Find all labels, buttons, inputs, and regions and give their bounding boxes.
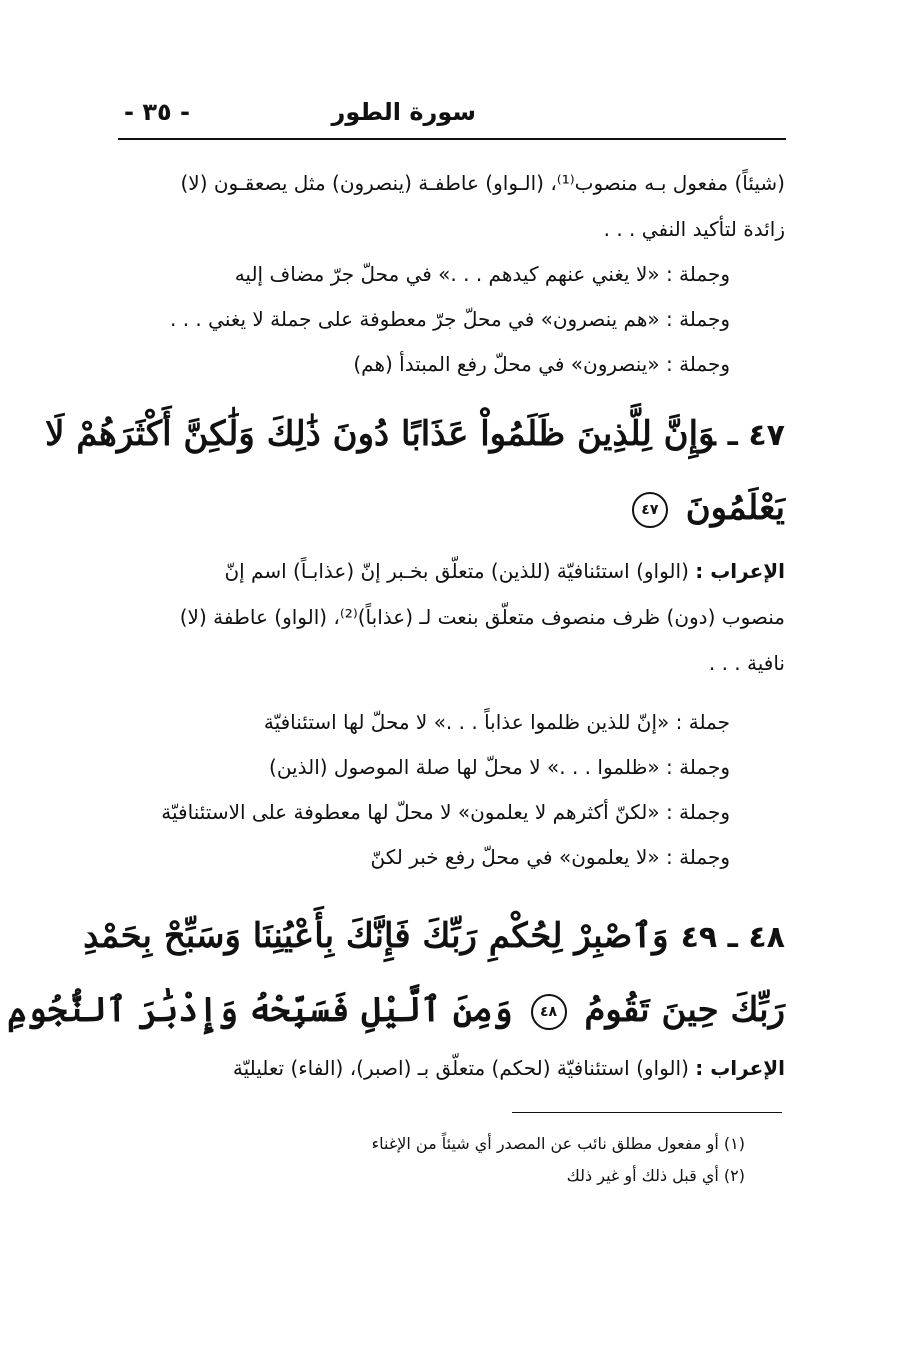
paragraph-irab-48 bbox=[130, 1045, 785, 1091]
paragraph-line: (شيئاً) مفعول بـه منصوب⁽¹⁾، (الـواو) عاطفـة (ينصرون) مثل يصعقـون (لا) bbox=[180, 171, 785, 195]
paragraph-text: (الواو) استئنافيّة (للذين) متعلّق بخـبر إنّ (عذابـاً) اسم إنّ bbox=[224, 559, 689, 583]
footnotes bbox=[165, 1128, 745, 1192]
verse-text: وَمِنَ ٱلَّيْلِ فَسَبِّحْهُ وَإِدْبَٰرَ ٱلنُّجُومِ bbox=[7, 990, 513, 1030]
sentence-list-2 bbox=[130, 700, 730, 880]
paragraph-line: زائدة لتأكيد النفي . . . bbox=[603, 217, 785, 241]
verse-47 bbox=[45, 398, 785, 544]
surah-title: سورة الطور bbox=[331, 98, 476, 126]
verse-text: وَٱصْبِرْ لِحُكْمِ رَبِّكَ فَإِنَّكَ بِأَعْيُنِنَا وَسَبِّحْ بِحَمْدِ bbox=[83, 916, 669, 956]
paragraph-irab-continued bbox=[130, 160, 785, 252]
verse-line bbox=[7, 974, 785, 1046]
paragraph-line bbox=[130, 548, 785, 594]
verse-number: ٤٨ ـ ٤٩ bbox=[680, 920, 785, 955]
verse-line bbox=[130, 472, 785, 544]
sentence-item: وجملة : «لا يعلمون» في محلّ رفع خبر لكنّ bbox=[370, 845, 730, 869]
sentence-item: وجملة : «هم ينصرون» في محلّ جرّ معطوفة على جملة لا يغني . . . bbox=[170, 307, 730, 331]
header-rule bbox=[118, 138, 786, 140]
page-number: - ٣٥ - bbox=[124, 98, 190, 126]
verse-text: يَعْلَمُونَ bbox=[685, 488, 785, 528]
sentence-item: وجملة : «ينصرون» في محلّ رفع المبتدأ (هم) bbox=[353, 352, 730, 376]
paragraph-line: نافية . . . bbox=[708, 651, 785, 675]
verse-number: ٤٧ ـ bbox=[727, 418, 785, 453]
verse-line bbox=[83, 900, 785, 974]
verse-line bbox=[45, 398, 785, 472]
sentence-item: وجملة : «لا يغني عنهم كيدهم . . .» في محلّ جرّ مضاف إليه bbox=[234, 262, 730, 286]
sentence-item: وجملة : «ظلموا . . .» لا محلّ لها صلة الموصول (الذين) bbox=[269, 755, 730, 779]
ayah-end-mark: ٤٧ bbox=[632, 492, 668, 528]
paragraph-irab-47 bbox=[130, 548, 785, 686]
footnote-rule bbox=[512, 1112, 782, 1113]
paragraph-text: (الواو) استئنافيّة (لحكم) متعلّق بـ (اصبر)، (الفاء) تعليليّة bbox=[232, 1056, 689, 1080]
ayah-end-mark: ٤٨ bbox=[531, 994, 567, 1030]
footnote: (١) أو مفعول مطلق نائب عن المصدر أي شيئاً من الإغناء bbox=[371, 1134, 745, 1153]
verse-text: وَإِنَّ لِلَّذِينَ ظَلَمُواْ عَذَابًا دُونَ ذَٰلِكَ وَلَٰكِنَّ أَكْثَرَهُمْ لَا bbox=[45, 414, 716, 454]
verse-text: رَبِّكَ حِينَ تَقُومُ bbox=[584, 990, 785, 1030]
irab-label: الإعراب : bbox=[695, 559, 785, 583]
sentence-item: جملة : «إنّ للذين ظلموا عذاباً . . .» لا محلّ لها استئنافيّة bbox=[263, 710, 730, 734]
page-header bbox=[118, 96, 786, 136]
sentence-list-1 bbox=[130, 252, 730, 387]
paragraph-line: منصوب (دون) ظرف منصوف متعلّق بنعت لـ (عذاباً)⁽²⁾، (الواو) عاطفة (لا) bbox=[179, 605, 785, 629]
verse-48-49 bbox=[7, 900, 785, 1046]
paragraph-line bbox=[130, 1045, 785, 1091]
sentence-item: وجملة : «لكنّ أكثرهم لا يعلمون» لا محلّ لها معطوفة على الاستئنافيّة bbox=[161, 800, 730, 824]
irab-label: الإعراب : bbox=[695, 1056, 785, 1080]
footnote: (٢) أي قبل ذلك أو غير ذلك bbox=[566, 1166, 745, 1185]
